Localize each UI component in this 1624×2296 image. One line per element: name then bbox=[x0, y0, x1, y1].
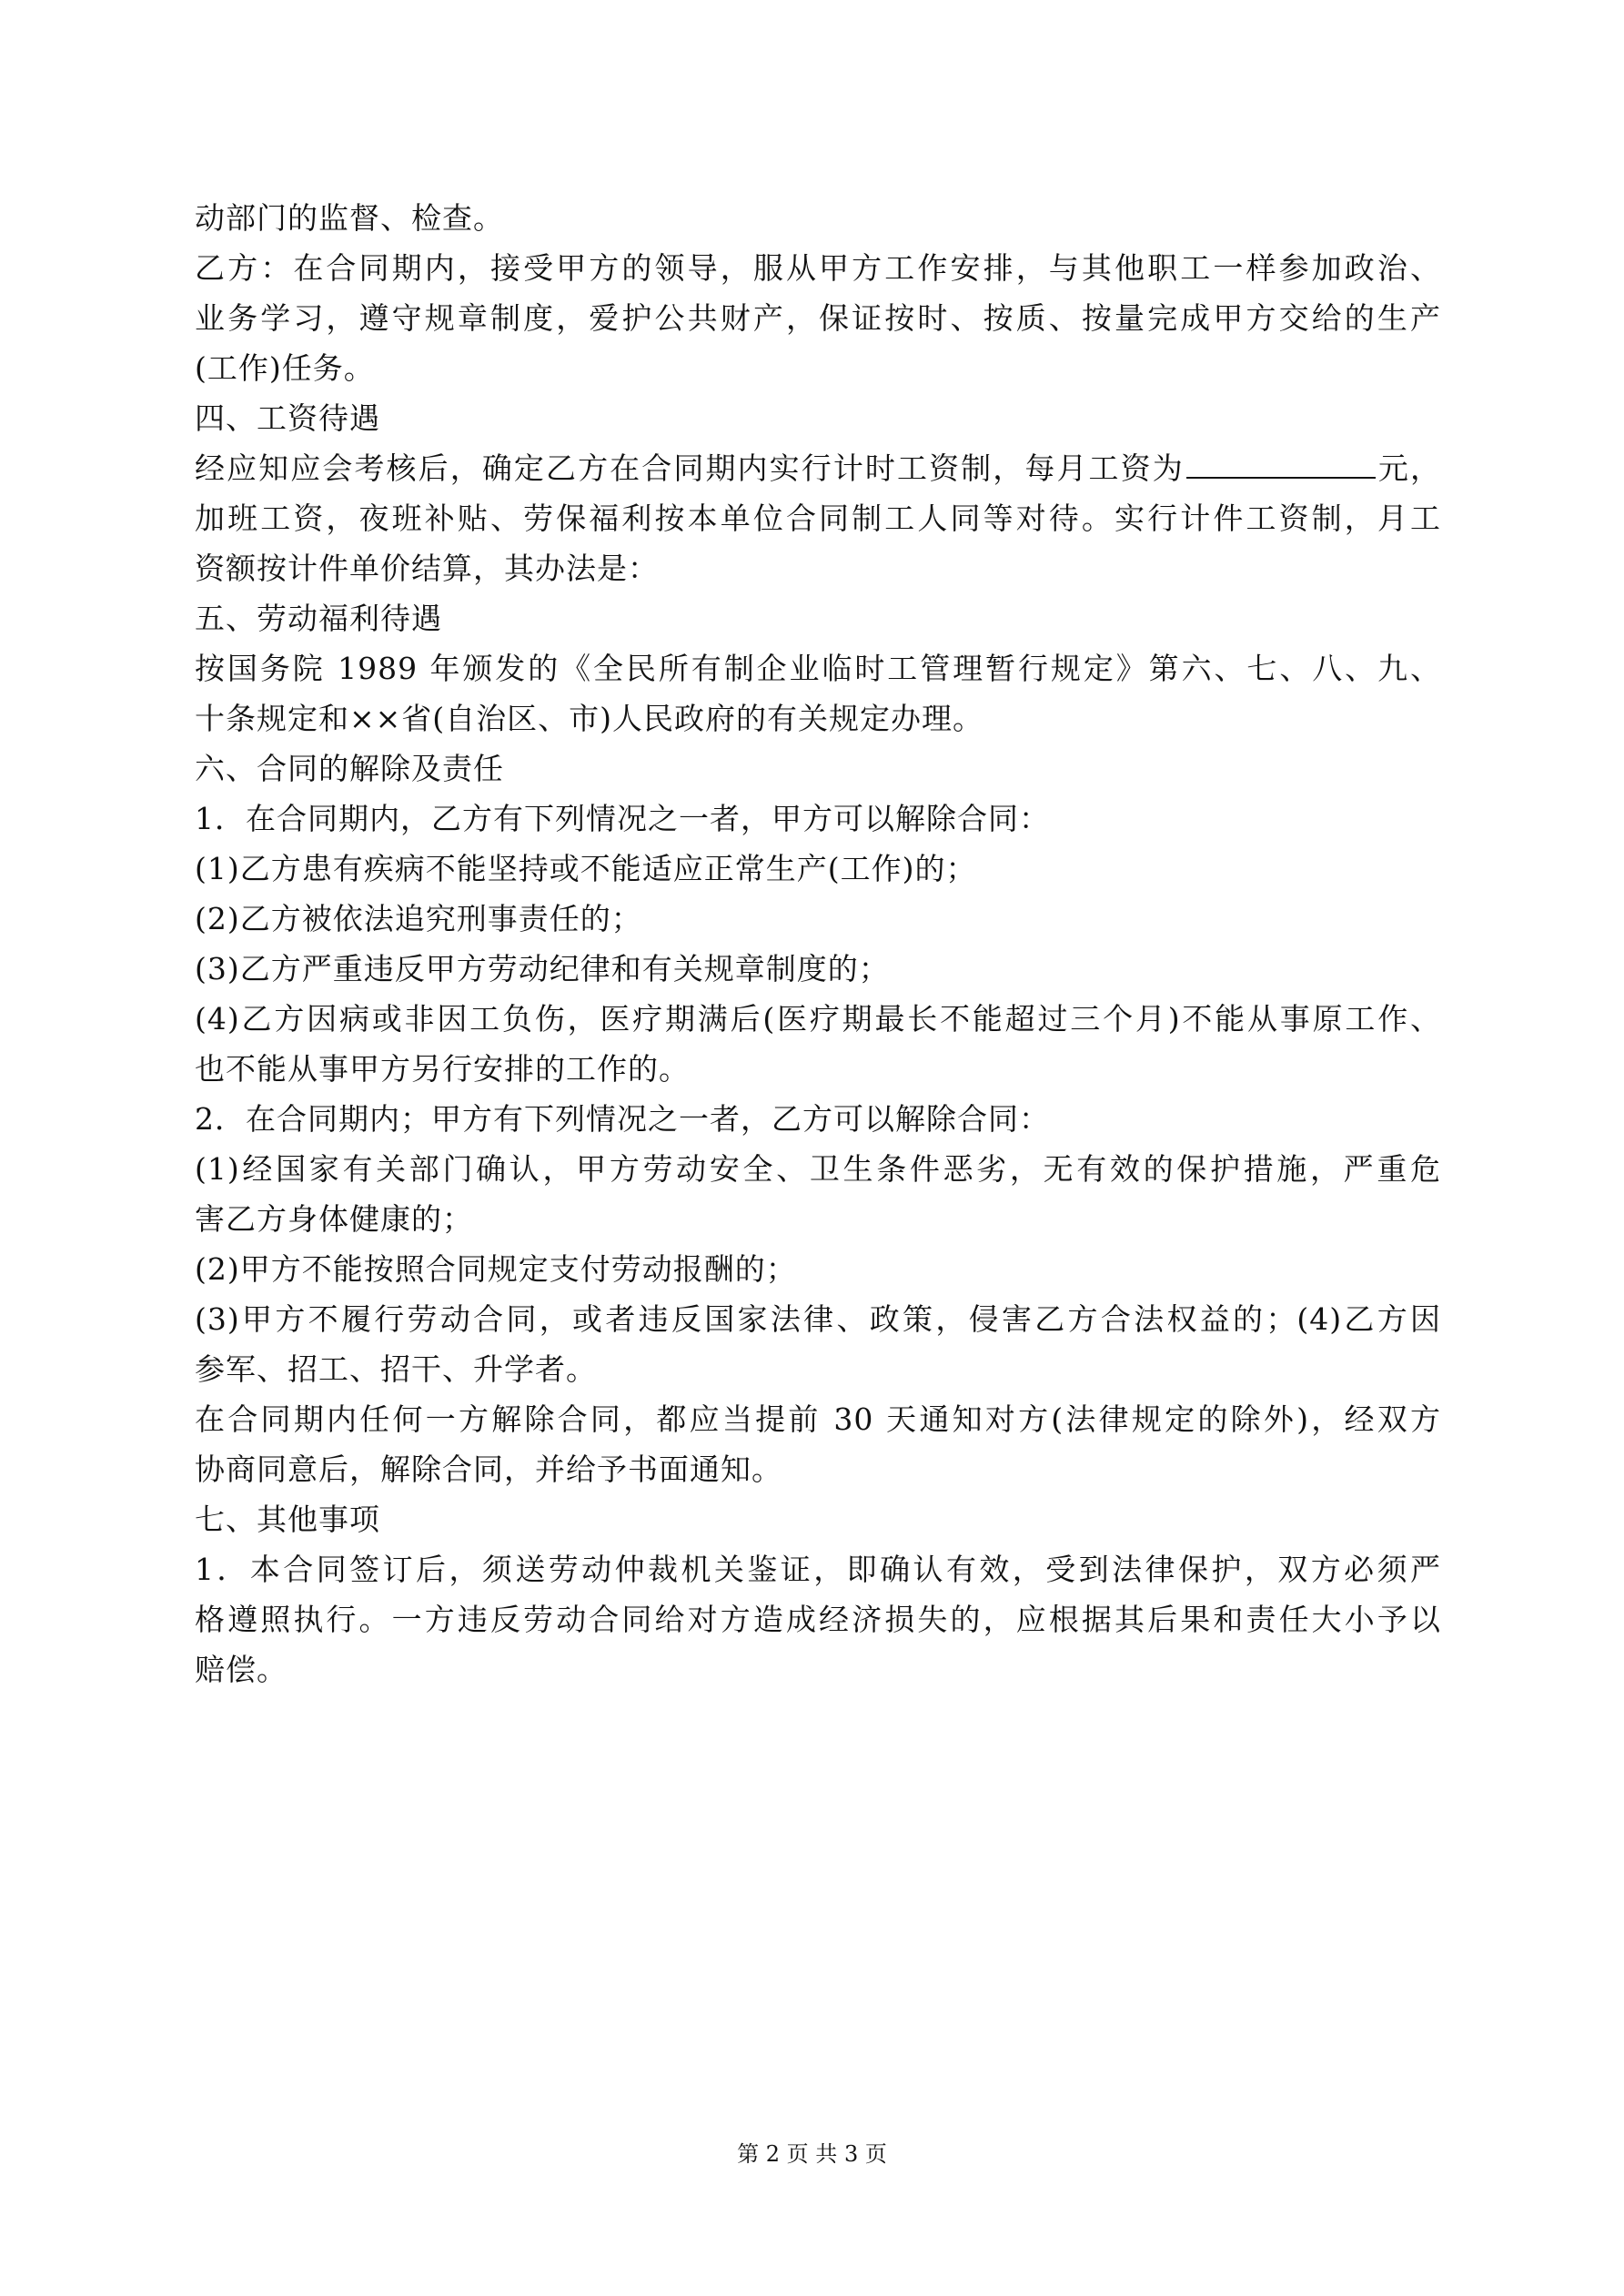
text-line bbox=[195, 894, 1441, 944]
line-text: 格遵照执行。一方违反劳动合同给对方造成经济损失的，应根据其后果和责任大小予以 bbox=[195, 1602, 1441, 1637]
line-text-suffix: 元， bbox=[1377, 450, 1442, 486]
text-line bbox=[195, 293, 1441, 343]
line-text: (3)甲方不履行劳动合同，或者违反国家法律、政策，侵害乙方合法权益的；(4)乙方因 bbox=[195, 1301, 1441, 1337]
line-text: (2)乙方被依法追究刑事责任的； bbox=[195, 901, 642, 936]
text-line bbox=[195, 343, 1441, 393]
line-text: 四、工资待遇 bbox=[195, 400, 380, 436]
text-line bbox=[195, 643, 1441, 693]
line-text: (2)甲方不能按照合同规定支付劳动报酬的； bbox=[195, 1251, 797, 1287]
line-text: 六、合同的解除及责任 bbox=[195, 751, 504, 786]
text-line bbox=[195, 493, 1441, 543]
line-text: 1．本合同签订后，须送劳动仲裁机关鉴证，即确认有效，受到法律保护，双方必须严 bbox=[195, 1552, 1441, 1587]
text-line bbox=[195, 543, 1441, 593]
text-line bbox=[195, 1394, 1441, 1444]
salary-blank-field bbox=[1186, 450, 1376, 479]
text-line bbox=[195, 1094, 1441, 1144]
text-line bbox=[195, 1194, 1441, 1244]
page-number: 第 2 页 共 3 页 bbox=[737, 2141, 887, 2167]
line-text: (1)经国家有关部门确认，甲方劳动安全、卫生条件恶劣，无有效的保护措施，严重危 bbox=[195, 1151, 1441, 1187]
line-text: 经应知应会考核后，确定乙方在合同期内实行计时工资制，每月工资为 bbox=[195, 450, 1185, 486]
line-text: 1．在合同期内，乙方有下列情况之一者，甲方可以解除合同： bbox=[195, 801, 1050, 836]
text-line bbox=[195, 1244, 1441, 1294]
line-text: 五、劳动福利待遇 bbox=[195, 601, 442, 636]
line-text: 业务学习，遵守规章制度，爱护公共财产，保证按时、按质、按量完成甲方交给的生产 bbox=[195, 300, 1441, 336]
line-text: (4)乙方因病或非因工负伤，医疗期满后(医疗期最长不能超过三个月)不能从事原工作、 bbox=[195, 1001, 1441, 1037]
text-line bbox=[195, 743, 1441, 794]
text-line bbox=[195, 944, 1441, 994]
line-text: 协商同意后，解除合同，并给予书面通知。 bbox=[195, 1451, 782, 1487]
line-text: 也不能从事甲方另行安排的工作的。 bbox=[195, 1051, 690, 1087]
line-text: 按国务院 1989 年颁发的《全民所有制企业临时工管理暂行规定》第六、七、八、九、 bbox=[195, 651, 1441, 686]
text-line bbox=[195, 1644, 1441, 1694]
line-text: 赔偿。 bbox=[195, 1652, 287, 1687]
text-line bbox=[195, 794, 1441, 844]
text-line bbox=[195, 1494, 1441, 1544]
line-text: 2．在合同期内；甲方有下列情况之一者，乙方可以解除合同： bbox=[195, 1101, 1050, 1137]
text-line bbox=[195, 844, 1441, 894]
text-line bbox=[195, 443, 1441, 493]
line-text: 乙方：在合同期内，接受甲方的领导，服从甲方工作安排，与其他职工一样参加政治、 bbox=[195, 250, 1441, 286]
text-line bbox=[195, 1594, 1441, 1644]
line-text: 害乙方身体健康的； bbox=[195, 1201, 473, 1237]
line-text: 在合同期内任何一方解除合同，都应当提前 30 天通知对方(法律规定的除外)，经双方 bbox=[195, 1401, 1441, 1437]
text-line bbox=[195, 393, 1441, 443]
line-text: (1)乙方患有疾病不能坚持或不能适应正常生产(工作)的； bbox=[195, 851, 977, 886]
document-body bbox=[195, 193, 1441, 1694]
line-text: 资额按计件单价结算，其办法是： bbox=[195, 551, 659, 586]
line-text: 十条规定和××省(自治区、市)人民政府的有关规定办理。 bbox=[195, 701, 984, 736]
line-text: 七、其他事项 bbox=[195, 1502, 380, 1537]
text-line bbox=[195, 1544, 1441, 1594]
line-text: 加班工资，夜班补贴、劳保福利按本单位合同制工人同等对待。实行计件工资制，月工 bbox=[195, 501, 1441, 536]
text-line bbox=[195, 1444, 1441, 1494]
line-text: 参军、招工、招干、升学者。 bbox=[195, 1351, 597, 1387]
line-text: (工作)任务。 bbox=[195, 350, 375, 386]
text-line bbox=[195, 994, 1441, 1044]
text-line bbox=[195, 1144, 1441, 1194]
text-line bbox=[195, 243, 1441, 293]
text-line bbox=[195, 193, 1441, 243]
text-line bbox=[195, 1294, 1441, 1344]
line-text: (3)乙方严重违反甲方劳动纪律和有关规章制度的； bbox=[195, 951, 890, 986]
line-text: 动部门的监督、检查。 bbox=[195, 200, 504, 236]
text-line bbox=[195, 1044, 1441, 1094]
text-line bbox=[195, 1344, 1441, 1394]
text-line bbox=[195, 693, 1441, 743]
text-line bbox=[195, 593, 1441, 643]
